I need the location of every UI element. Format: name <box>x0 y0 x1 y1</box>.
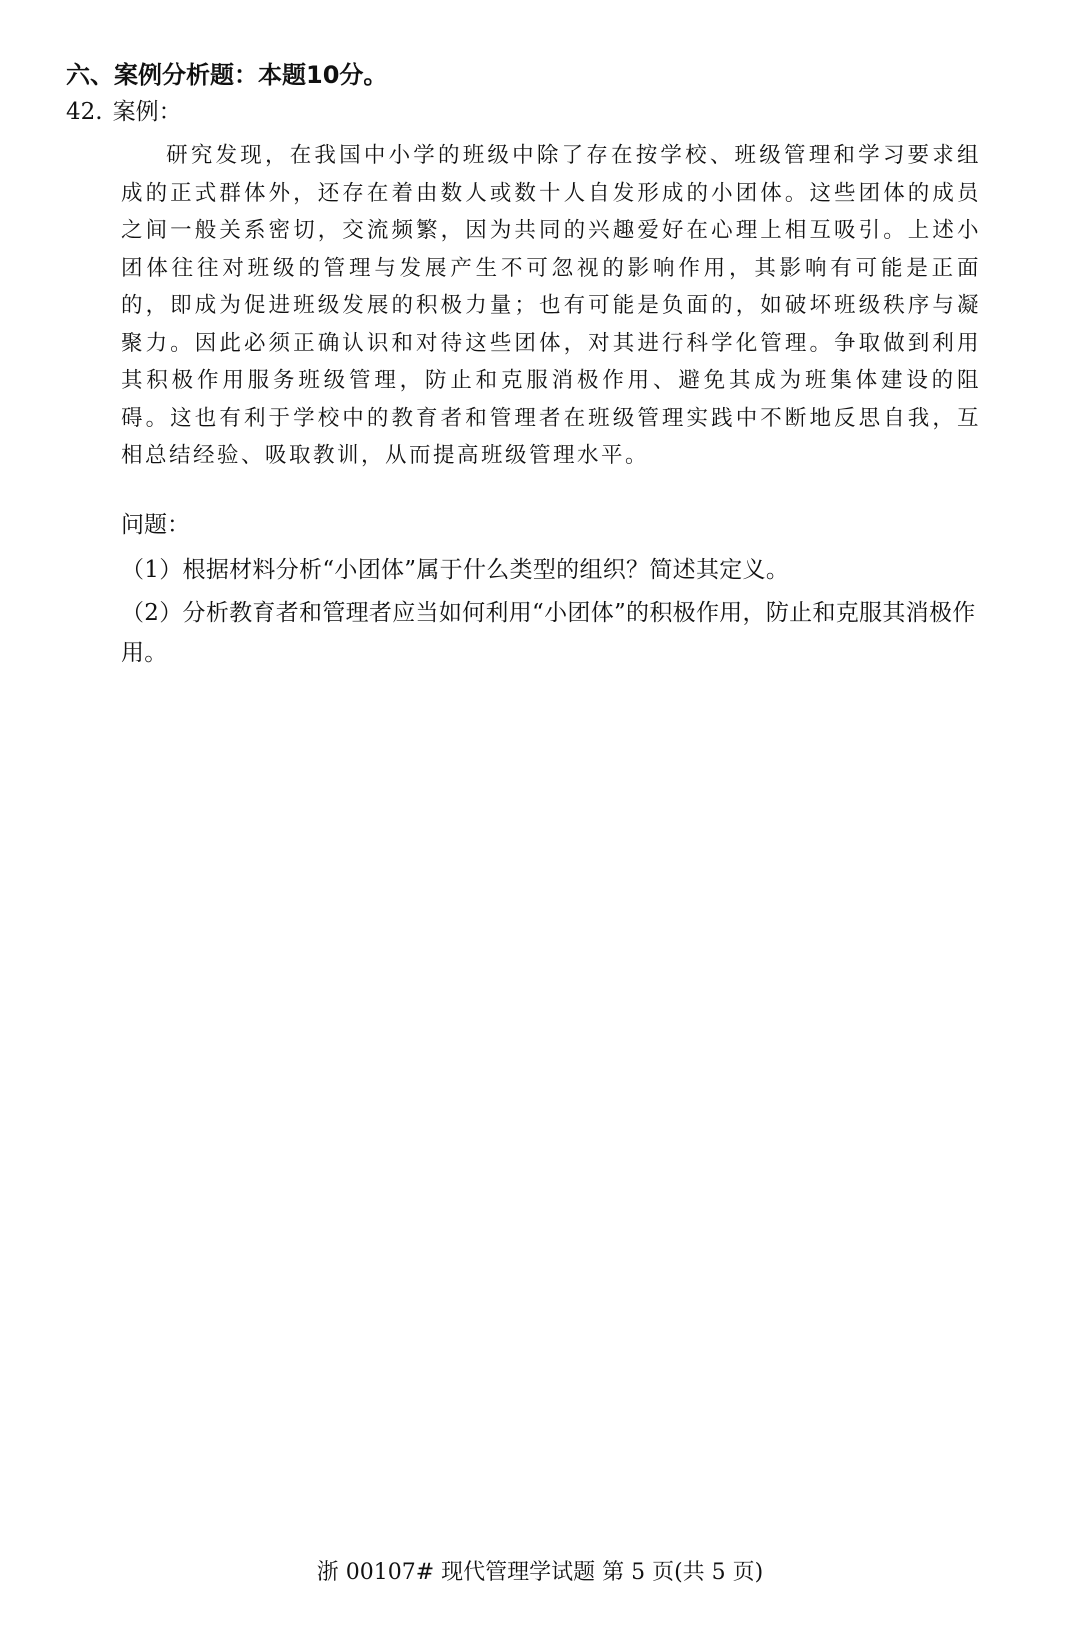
case-paragraph: 研究发现，在我国中小学的班级中除了存在按学校、班级管理和学习要求组成的正式群体外，还存在着由数人或数十人自发形成的小团体。这些团体的成员之间一般关系密切，交流频繁，因为共同的兴趣爱好在心理上相互吸引。上述小团体往往对班级的管理与发展产生不可忽视的影响作用，其影响有可能是正面的，即成为促进班级发展的积极力量；也有可能是负面的，如破坏班级秩序与凝聚力。因此必须正确认识和对待这些团体，对其进行科学化管理。争取做到利用其积极作用服务班级管理，防止和克服消极作用、避免其成为班集体建设的阻碍。这也有利于学校中的教育者和管理者在班级管理实践中不断地反思自我，互相总结经验、吸取教训，从而提高班级管理水平。 <box>121 143 981 468</box>
question-label: 案例： <box>112 99 182 125</box>
section-heading: 六、案例分析题：本题10分。 <box>66 61 388 89</box>
question-header <box>66 97 182 127</box>
problems-label: 问题： <box>121 512 190 538</box>
page-footer: 浙 00107# 现代管理学试题 第 5 页(共 5 页) <box>316 1560 764 1585</box>
sub-question-1: （1）根据材料分析“小团体”属于什么类型的组织？简述其定义。 <box>121 557 790 583</box>
sub-question-2: （2）分析教育者和管理者应当如何利用“小团体”的积极作用，防止和克服其消极作用。 <box>121 600 976 666</box>
question-number: 42. <box>66 99 103 125</box>
